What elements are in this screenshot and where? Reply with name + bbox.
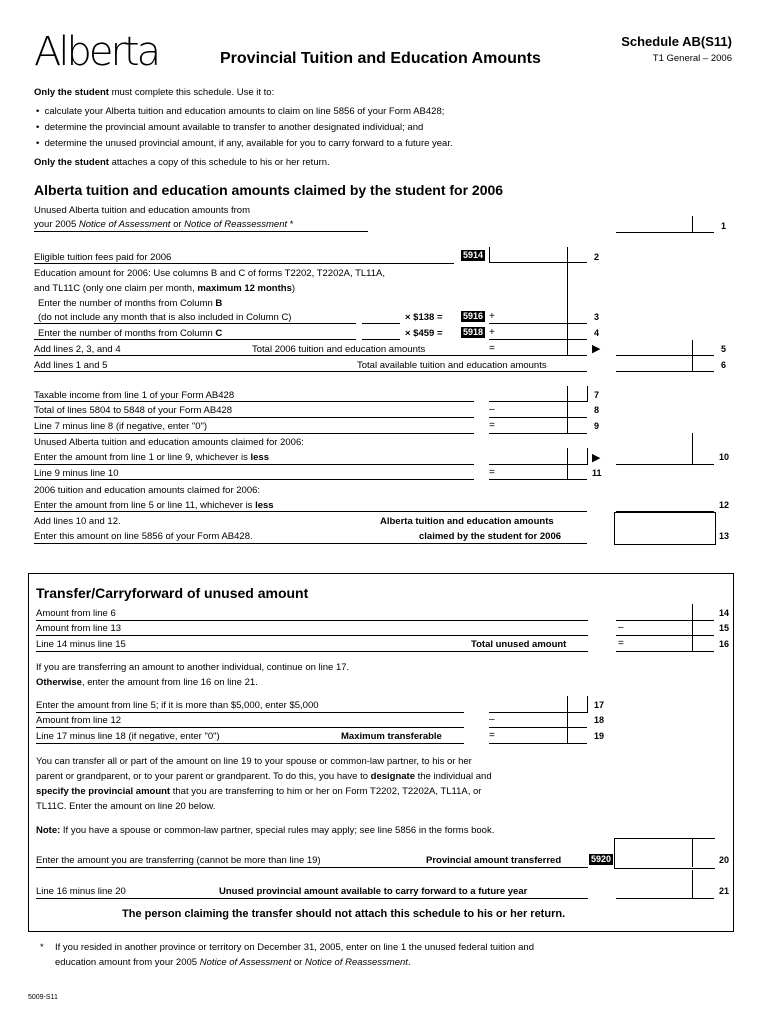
intro-line-2: Only the student attaches a copy of this schedule to his or her return. bbox=[34, 157, 330, 168]
line3-label: (do not include any month that is also included in Column C) bbox=[38, 312, 292, 323]
line1-input[interactable] bbox=[616, 216, 714, 233]
line5-arrow-icon: ▶ bbox=[592, 343, 601, 355]
line-number-16: 16 bbox=[719, 639, 730, 649]
education-label-1: Education amount for 2006: Use columns B and C of forms T2202, T2202A, TL11A, bbox=[34, 268, 385, 279]
line20-input[interactable] bbox=[614, 838, 715, 869]
line-number-3: 3 bbox=[594, 312, 600, 322]
line-number-17: 17 bbox=[594, 700, 605, 710]
line4-months-input[interactable] bbox=[362, 325, 400, 340]
line12-input[interactable] bbox=[616, 496, 714, 512]
line11-label: Line 9 minus line 10 bbox=[34, 468, 119, 479]
line3-plus: + bbox=[489, 311, 495, 322]
line19-bold: Maximum transferable bbox=[341, 731, 442, 742]
line7-input[interactable] bbox=[489, 386, 588, 402]
line10-arrow-icon: ▶ bbox=[592, 452, 601, 464]
education-label-3: Enter the number of months from Column B bbox=[38, 298, 223, 309]
line13-bold-2: claimed by the student for 2006 bbox=[419, 531, 562, 542]
line5-input[interactable] bbox=[616, 340, 714, 356]
line5-label: Add lines 2, 3, and 4 bbox=[34, 344, 121, 355]
transfer-para-4: TL11C. Enter the amount on line 20 below. bbox=[36, 801, 216, 812]
line-number-10: 10 bbox=[719, 452, 730, 462]
line12-label-a: 2006 tuition and education amounts claimed for 2006: bbox=[34, 485, 261, 496]
intro-bullet-2: • determine the provincial amount available to transfer to another designated individual; and bbox=[36, 122, 424, 133]
line13-input[interactable] bbox=[614, 512, 716, 545]
line2-label: Eligible tuition fees paid for 2006 bbox=[34, 252, 172, 263]
line8-minus: – bbox=[489, 404, 495, 415]
line5-equals: = bbox=[489, 343, 495, 354]
line4-label: Enter the number of months from Column C bbox=[38, 328, 223, 339]
schedule-label: Schedule AB(S11) bbox=[621, 34, 732, 49]
line-number-20: 20 bbox=[719, 855, 730, 865]
line13-label-a: Add lines 10 and 12. bbox=[34, 516, 121, 527]
line3-calc: × $138 = bbox=[405, 312, 443, 323]
intro-bullet-1: • calculate your Alberta tuition and education amounts to claim on line 5856 of your Form AB428; bbox=[36, 106, 445, 117]
line20-bold: Provincial amount transferred bbox=[426, 855, 562, 866]
line10-label-b: Enter the amount from line 1 or line 9, whichever is less bbox=[34, 452, 269, 463]
line-number-7: 7 bbox=[594, 390, 600, 400]
line18-label: Amount from line 12 bbox=[36, 715, 122, 726]
line12-label-b: Enter the amount from line 5 or line 11, whichever is less bbox=[34, 500, 274, 511]
line10-label-a: Unused Alberta tuition and education amounts claimed for 2006: bbox=[34, 437, 304, 448]
line6-total-label: Total available tuition and education amounts bbox=[357, 360, 547, 371]
page-title: Provincial Tuition and Education Amounts bbox=[220, 50, 541, 67]
transfer-para-3: specify the provincial amount that you are transferring to him or her on Form T2202, T2202A, TL11A, or bbox=[36, 786, 482, 797]
line8-label: Total of lines 5804 to 5848 of your Form AB428 bbox=[34, 405, 233, 416]
line-number-12: 12 bbox=[719, 500, 730, 510]
education-label-2: and TL11C (only one claim per month, maximum 12 months) bbox=[34, 283, 296, 294]
line-number-21: 21 bbox=[719, 886, 730, 896]
line-number-1: 1 bbox=[721, 221, 727, 231]
section2-heading: Transfer/Carryforward of unused amount bbox=[36, 585, 309, 601]
intro-line-1: Only the student must complete this schedule. Use it to: bbox=[34, 87, 275, 98]
line13-bold-1: Alberta tuition and education amounts bbox=[380, 516, 554, 527]
line-number-15: 15 bbox=[719, 623, 730, 633]
transfer-instruction-2: Otherwise, enter the amount from line 16 on line 21. bbox=[36, 677, 258, 688]
line6-label: Add lines 1 and 5 bbox=[34, 360, 108, 371]
line-number-4: 4 bbox=[594, 328, 600, 338]
form-code: 5009-S11 bbox=[28, 994, 58, 1001]
line11-equals: = bbox=[489, 467, 495, 478]
footnote-line-1: If you resided in another province or territory on December 31, 2005, enter on line 1 the unused federal tuition and bbox=[55, 942, 534, 953]
line-number-19: 19 bbox=[594, 731, 605, 741]
closing-statement: The person claiming the transfer should not attach this schedule to his or her return. bbox=[122, 908, 566, 920]
footnote-star: * bbox=[40, 942, 44, 953]
line6-input[interactable] bbox=[616, 356, 714, 372]
code-5918: 5918 bbox=[463, 327, 484, 337]
line1-label-a: Unused Alberta tuition and education amounts from bbox=[34, 205, 250, 216]
line16-equals: = bbox=[618, 638, 624, 649]
transfer-para-1: You can transfer all or part of the amount on line 19 to your spouse or common-law partner, to his or her bbox=[36, 756, 472, 767]
line-number-2: 2 bbox=[594, 252, 600, 262]
line3-months-input[interactable] bbox=[362, 308, 400, 324]
line2-input[interactable] bbox=[489, 247, 568, 263]
line14-input[interactable] bbox=[616, 604, 714, 621]
transfer-note: Note: If you have a spouse or common-law partner, special rules may apply; see line 5856 in the forms book. bbox=[36, 825, 495, 836]
line-number-5: 5 bbox=[721, 344, 727, 354]
line21-label: Line 16 minus line 20 bbox=[36, 886, 126, 897]
line4-calc: × $459 = bbox=[405, 328, 443, 339]
line5-total-label: Total 2006 tuition and education amounts bbox=[252, 344, 426, 355]
line10-input[interactable] bbox=[489, 448, 588, 465]
line-number-11: 11 bbox=[592, 468, 602, 478]
footnote-line-2: education amount from your 2005 Notice of Assessment or Notice of Reassessment. bbox=[55, 957, 411, 968]
line4-plus: + bbox=[489, 327, 495, 338]
line18-minus: – bbox=[489, 714, 495, 725]
line20-label: Enter the amount you are transferring (cannot be more than line 19) bbox=[36, 855, 321, 866]
line13-label-b: Enter this amount on line 5856 of your Form AB428. bbox=[34, 531, 253, 542]
line9-label: Line 7 minus line 8 (if negative, enter "0") bbox=[34, 421, 208, 432]
transfer-para-2: parent or grandparent, or to your parent or grandparent. To do this, you have to designate the individual and bbox=[36, 771, 492, 782]
line-number-14: 14 bbox=[719, 608, 730, 618]
line15-label: Amount from line 13 bbox=[36, 623, 122, 634]
line-number-6: 6 bbox=[721, 360, 727, 370]
line15-minus: – bbox=[618, 622, 624, 633]
line17-input[interactable] bbox=[489, 696, 588, 713]
intro-bullet-3: • determine the unused provincial amount, if any, available for you to carry forward to a future year. bbox=[36, 138, 453, 149]
line7-label: Taxable income from line 1 of your Form AB428 bbox=[34, 390, 235, 401]
line19-equals: = bbox=[489, 730, 495, 741]
code-5920: 5920 bbox=[591, 854, 612, 864]
line-number-8: 8 bbox=[594, 405, 600, 415]
section1-heading: Alberta tuition and education amounts claimed by the student for 2006 bbox=[34, 182, 504, 198]
alberta-logo: Alberta bbox=[34, 29, 159, 75]
line16-label: Line 14 minus line 15 bbox=[36, 639, 126, 650]
line21-input[interactable] bbox=[616, 870, 714, 899]
form-year: T1 General – 2006 bbox=[652, 53, 732, 64]
transfer-instruction-1: If you are transferring an amount to another individual, continue on line 17. bbox=[36, 662, 350, 673]
line-number-18: 18 bbox=[594, 715, 605, 725]
line16-bold: Total unused amount bbox=[471, 639, 567, 650]
line14-label: Amount from line 6 bbox=[36, 608, 116, 619]
line10-result[interactable] bbox=[616, 433, 714, 465]
line-number-13: 13 bbox=[719, 531, 730, 541]
line17-label: Enter the amount from line 5; if it is more than $5,000, enter $5,000 bbox=[36, 700, 319, 711]
code-5916: 5916 bbox=[463, 311, 484, 321]
line9-equals: = bbox=[489, 420, 495, 431]
line1-label-b: your 2005 Notice of Assessment or Notice of Reassessment * bbox=[34, 219, 294, 230]
line21-bold: Unused provincial amount available to carry forward to a future year bbox=[219, 886, 528, 897]
code-5914: 5914 bbox=[463, 250, 484, 260]
line-number-9: 9 bbox=[594, 421, 600, 431]
line19-label: Line 17 minus line 18 (if negative, enter "0") bbox=[36, 731, 220, 742]
